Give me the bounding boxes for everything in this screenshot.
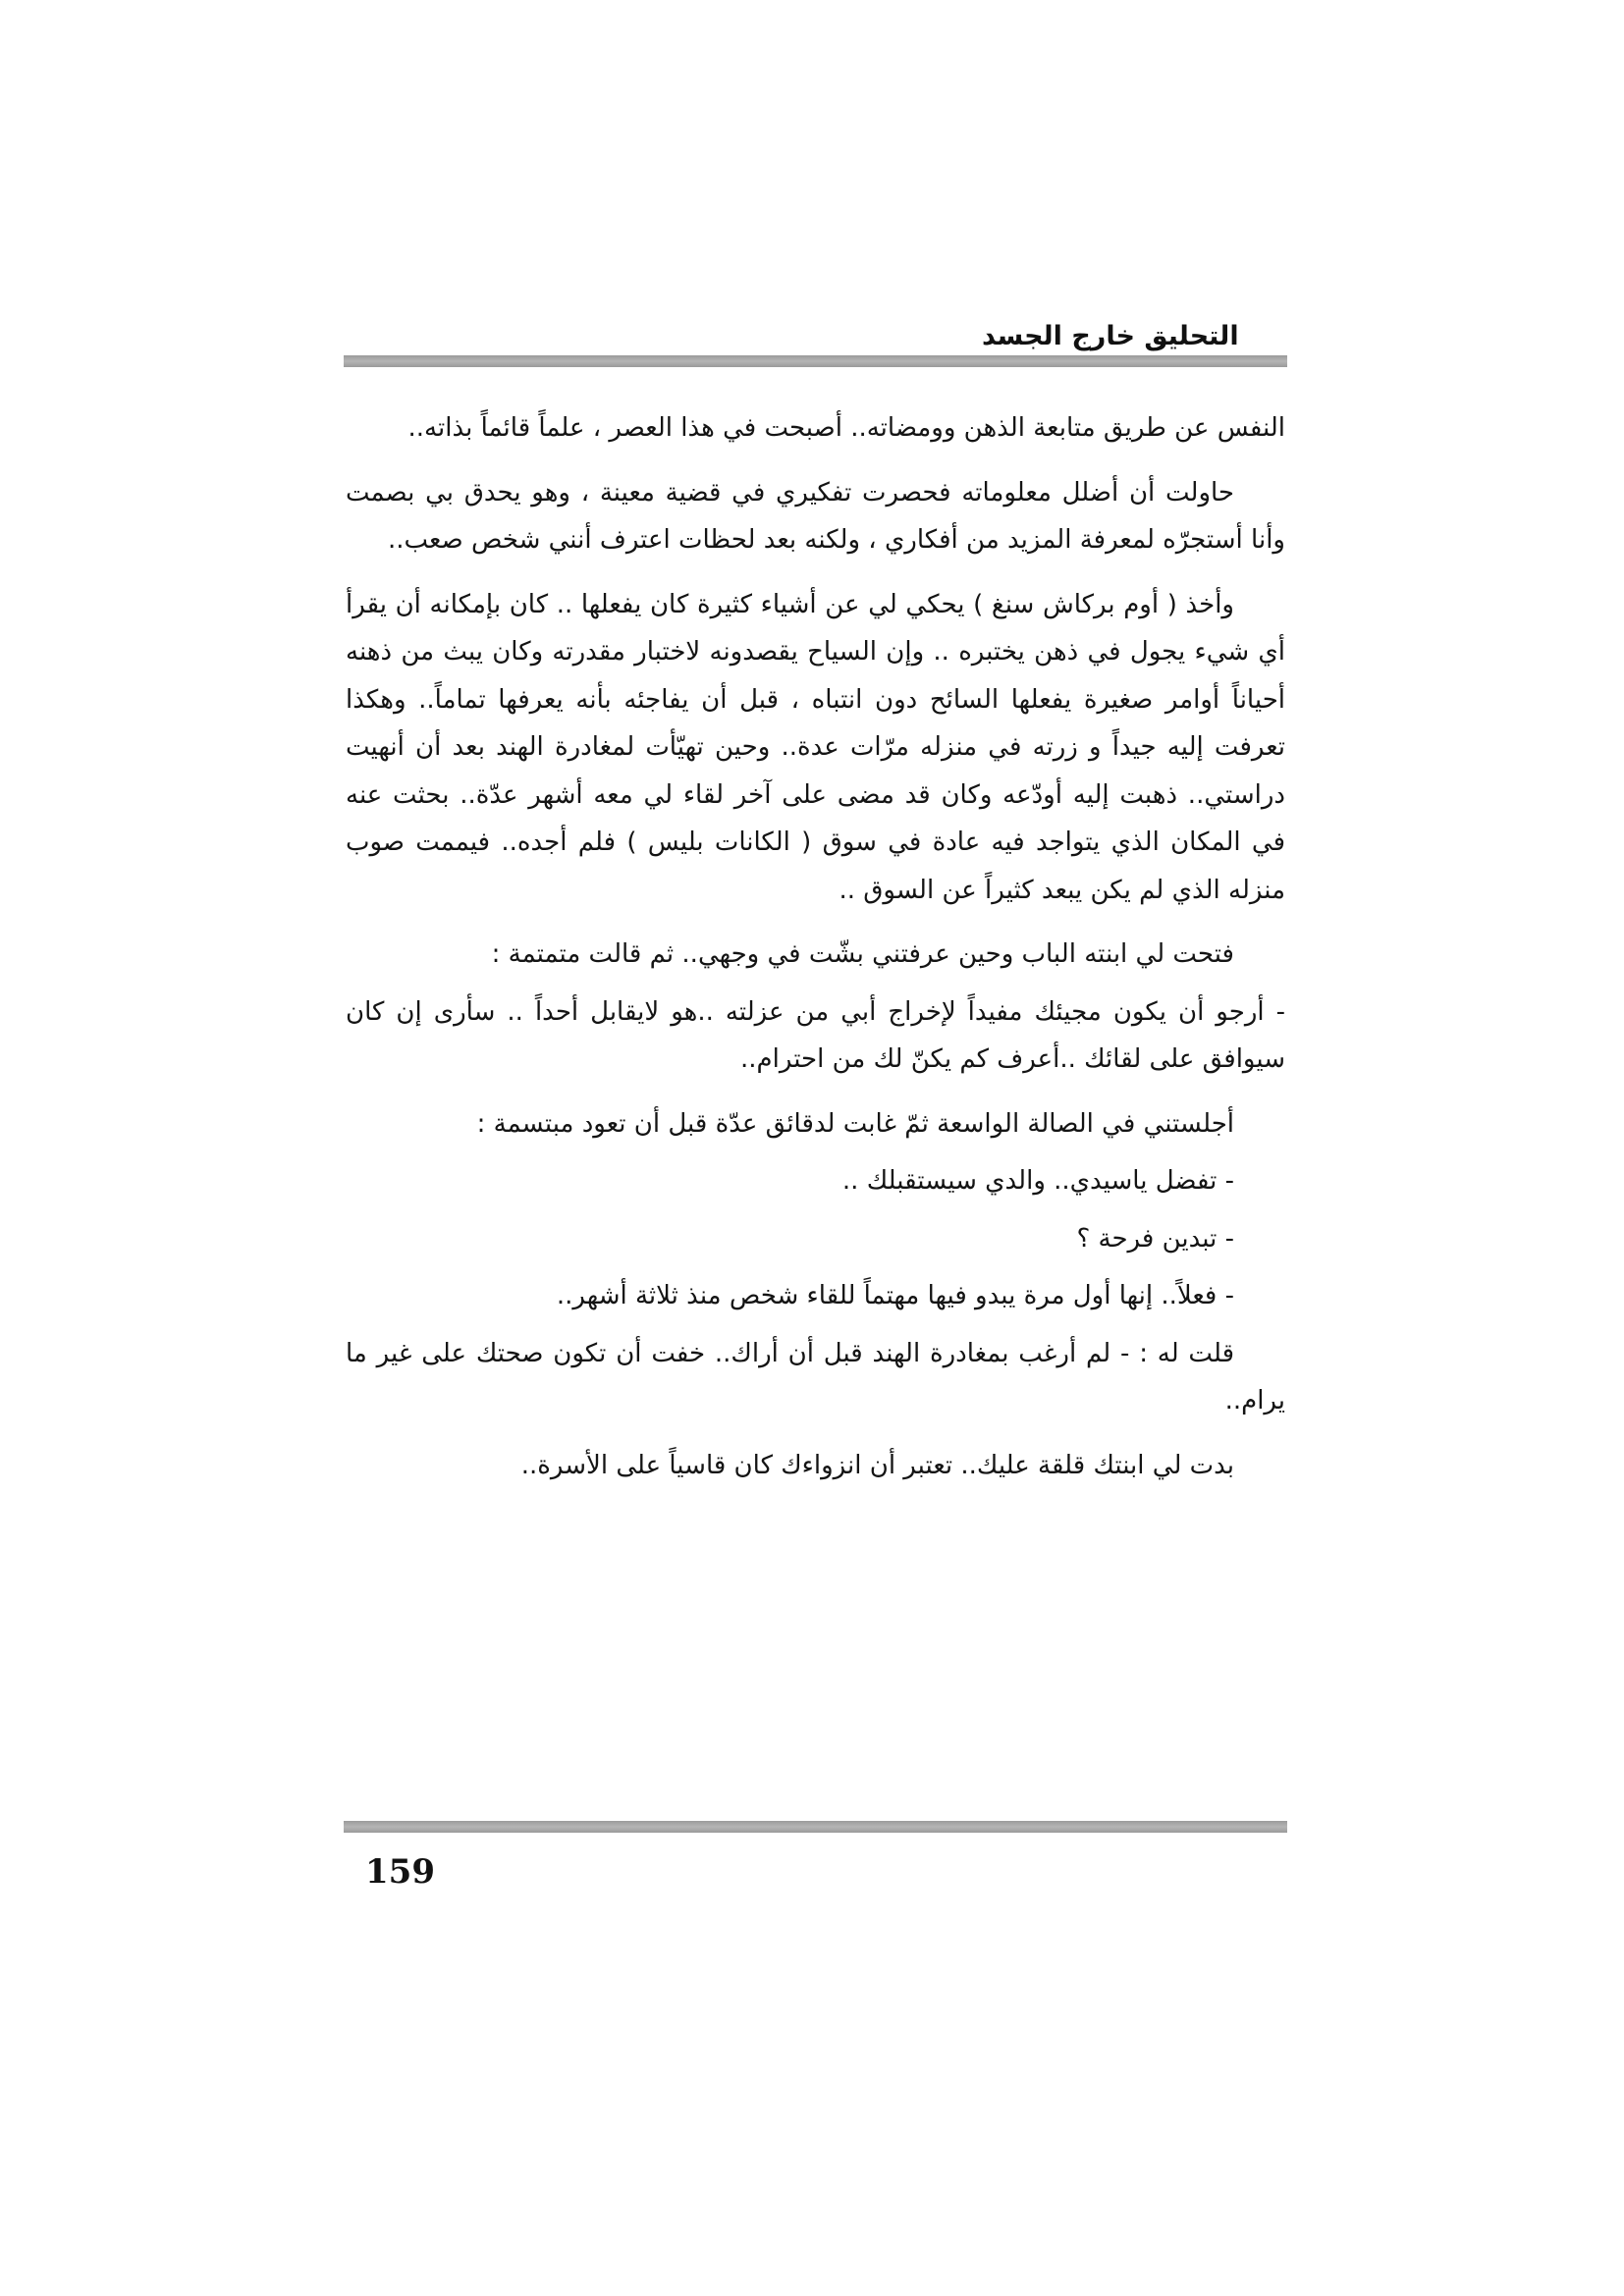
paragraph: وأخذ ( أوم بركاش سنغ ) يحكي لي عن أشياء كثيرة كان يفعلها .. كان بإمكانه أن يقرأ أي شيء يجول في ذهن يختبره .. وإن السياح يقصدونه لاختبار مقدرته وكان يبث من ذهنه أحياناً أوامر صغيرة يفعلها السائح دون انتباه ، قبل أن يفاجئه بأنه يعرفها تماماً.. وهكذا تعرفت إليه جيداً و زرته في منزله مرّات عدة.. وحين تهيّأت لمغادرة الهند بعد أن أنهيت دراستي.. ذهبت إليه أودّعه وكان قد مضى على آخر لقاء لي معه أشهر عدّة.. بحثت عنه في المكان الذي يتواجد فيه عادة في سوق ( الكانات بليس ) فلم أجده.. فيممت صوب منزله الذي لم يكن يبعد كثيراً عن السوق ..	[346, 589, 1285, 905]
paragraph: النفس عن طريق متابعة الذهن وومضاته.. أصبحت في هذا العصر ، علماً قائماً بذاته..	[407, 413, 1285, 443]
paragraph: فتحت لي ابنته الباب وحين عرفتني بشّت في وجهي.. ثم قالت متمتمة :	[491, 939, 1234, 969]
page-body	[346, 404, 1285, 1506]
paragraph: بدت لي ابنتك قلقة عليك.. تعتبر أن انزواءك كان قاسياً على الأسرة..	[520, 1450, 1234, 1480]
header-rule	[344, 355, 1287, 367]
paragraph: حاولت أن أضلل معلوماته فحصرت تفكيري في قضية معينة ، وهو يحدق بي بصمت وأنا أستجرّه لمعرفة المزيد من أفكاري ، ولكنه بعد لحظات اعترف أنني شخص صعب..	[346, 477, 1285, 555]
paragraph: قلت له : - لم أرغب بمغادرة الهند قبل أن أراك.. خفت أن تكون صحتك على غير ما يرام..	[346, 1338, 1285, 1415]
dialogue-line: - تفضل ياسيدي.. والدي سيستقبلك ..	[841, 1166, 1234, 1196]
dialogue-line: - تبدين فرحة ؟	[1076, 1223, 1234, 1254]
footer-rule	[344, 1821, 1287, 1833]
page-number: 159	[365, 1852, 435, 1892]
paragraph: أجلستني في الصالة الواسعة ثمّ غابت لدقائق عدّة قبل أن تعود مبتسمة :	[476, 1108, 1234, 1139]
dialogue-line: - فعلاً.. إنها أول مرة يبدو فيها مهتماً للقاء شخص منذ ثلاثة أشهر..	[556, 1281, 1234, 1310]
dialogue-line: - أرجو أن يكون مجيئك مفيداً لإخراج أبي من عزلته ..هو لايقابل أحداً .. سأرى إن كان سيوافق على لقائك ..أعرف كم يكنّ لك من احترام..	[346, 996, 1285, 1074]
running-title: التحليق خارج الجسد	[982, 321, 1239, 351]
